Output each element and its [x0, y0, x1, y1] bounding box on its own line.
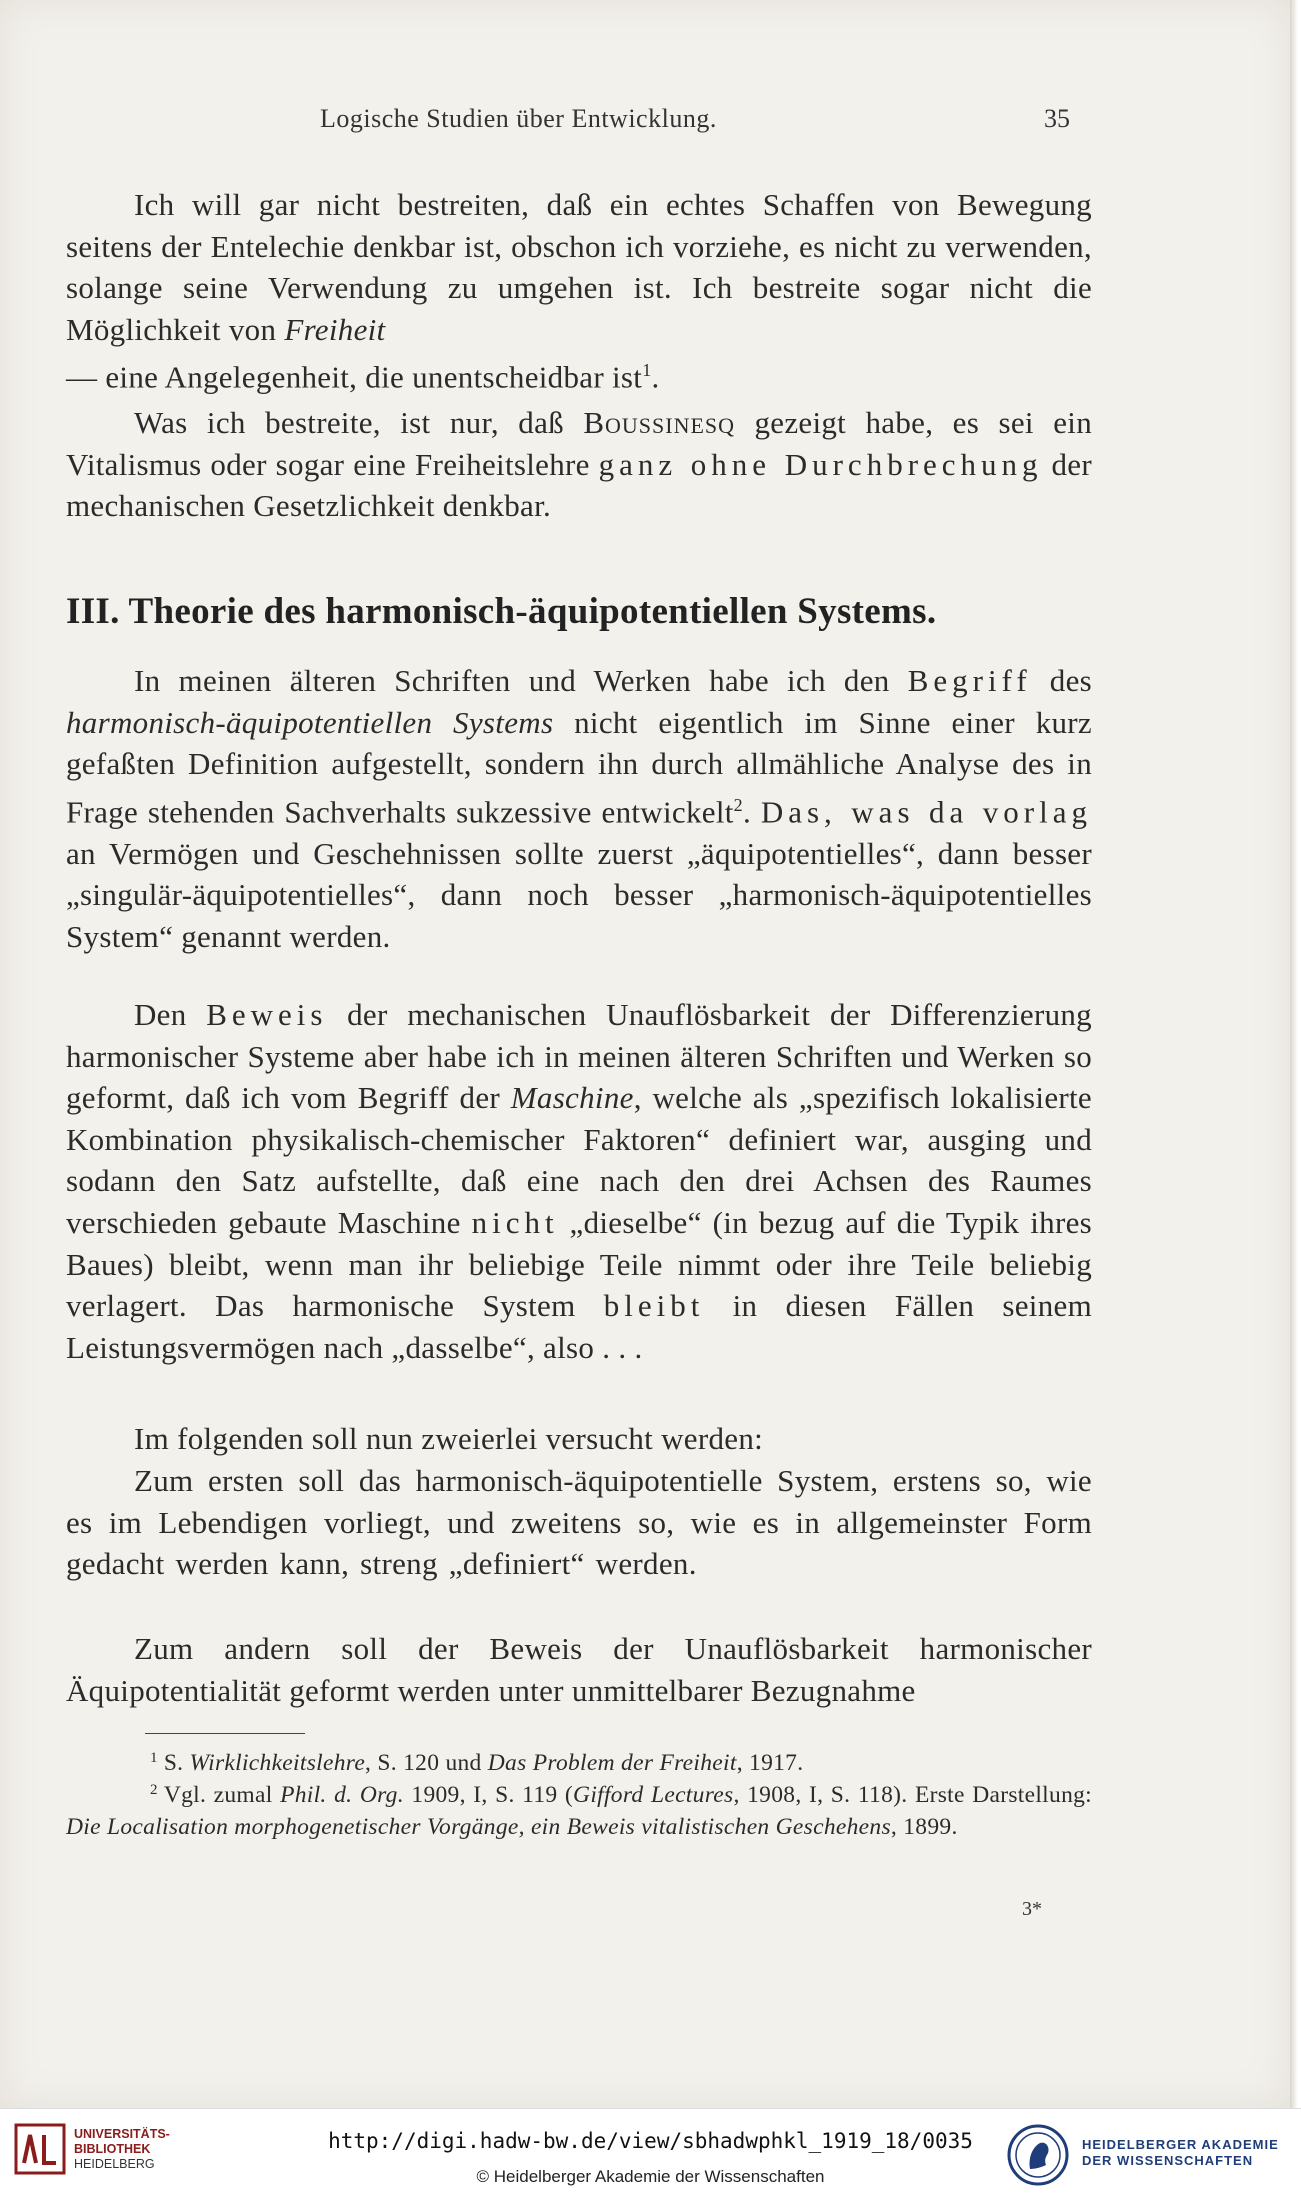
section-heading: III. Theorie des harmonisch-äquipotentiellen Systems.	[66, 591, 937, 632]
paragraph-3-spaced-begriff: Begriff	[907, 663, 1032, 698]
paragraph-4-text-mid3: „dieselbe“ (in bezug auf die Typik ihres Baues) bleibt, wenn man ihr beliebige Teile nimmt oder ihre Teile beliebig verlagert. Das harmonische System	[66, 1204, 1092, 1324]
paragraph-7: Zum andern soll der Beweis der Unauflösbarkeit harmonischer Äquipotentialität geformt werden unter unmittelbarer Bezugnahme	[66, 1631, 1092, 1708]
paragraph-4-spaced-nicht: nicht	[471, 1204, 559, 1240]
footnote-2-text: Vgl. zumal	[163, 1782, 281, 1808]
footnote-2-mark: 2	[150, 1782, 158, 1798]
footnote-1-mark: 1	[150, 1750, 158, 1766]
paragraph-1-text-end: — eine Angelegenheit, die unentscheidbar ist	[66, 359, 643, 395]
paragraph-2	[66, 402, 1092, 527]
hadw-seal-logo-icon[interactable]	[1006, 2123, 1070, 2187]
footnote-ref-2: 2	[733, 794, 743, 815]
paragraph-4-text: Den	[134, 997, 207, 1032]
hadw-line-2: DER WISSENSCHAFTEN	[1082, 2153, 1254, 2168]
footnote-rule	[145, 1733, 305, 1734]
paragraph-4-spaced-beweis: Beweis	[206, 997, 328, 1032]
footnote-ref-1: 1	[642, 360, 652, 381]
paragraph-1-period: .	[651, 359, 660, 395]
paragraph-3-spaced: Das, was da vorlag	[760, 794, 1092, 830]
footnote-2-text-end: , 1899.	[890, 1814, 958, 1840]
footnote-1-text-mid: , S. 120 und	[365, 1750, 488, 1776]
paragraph-3-period: .	[742, 794, 761, 830]
paragraph-3-italic: harmonisch-äquipotentiellen Systems	[66, 704, 554, 740]
paragraph-3-text-mid: nicht eigentlich im Sinne einer kurz gefaßten Definition aufgestellt, sondern ihn durch allmähliche Analyse des in Frage stehenden Sachverhalts sukzessive entwickelt	[66, 704, 1092, 830]
paragraph-2-text-end: der mechanischen Gesetzlichkeit denkbar.	[66, 446, 1092, 524]
ub-line-3: HEIDELBERG	[74, 2157, 155, 2171]
paragraph-6: Zum ersten soll das harmonisch-äquipotentielle System, erstens so, wie es im Lebendigen vorliegt, und zweitens so, wie es in allgemeinster Form gedacht werden kann, streng „definiert“ werden.	[66, 1463, 1092, 1582]
paragraph-2-spaced: ganz ohne Durchbrechung	[598, 446, 1043, 482]
paragraph-3	[66, 660, 1092, 957]
paragraph-3-text-des: des	[1031, 663, 1092, 698]
ub-line-2: BIBLIOTHEK	[74, 2142, 151, 2156]
author-boussinesq: Boussinesq	[583, 405, 736, 440]
hadw-name	[1082, 2137, 1279, 2169]
footnote-2	[66, 1774, 1092, 1843]
paragraph-1-italic: Freiheit	[284, 311, 386, 347]
paragraph-2-text-mid: gezeigt habe, es sei ein Vitalismus oder sogar eine Freiheitslehre	[66, 405, 1092, 482]
paragraph-4-spaced-bleibt: bleibt	[603, 1288, 705, 1324]
paragraph-3-text-end: an Vermögen und Geschehnissen sollte zuerst „äquipotentielles“, dann besser „singulär-äquipotentielles“, dann noch besser „harmonisch-äquipotentielles System“ genannt werden.	[66, 835, 1092, 954]
paragraph-1-text: Ich will gar nicht bestreiten, daß ein echtes Schaffen von Bewegung seitens der Entelechie denkbar ist, obschon ich vorziehe, es nicht zu verwenden, solange seine Verwendung zu umgehen ist. Ich bestreite sogar nicht die Möglichkeit von	[66, 187, 1092, 347]
paragraph-4	[66, 994, 1092, 1368]
paragraph-4-text-mid2: , welche als „spezifisch lokalisierte Kombination physikalisch-chemischer Faktoren“ definiert war, ausging und sodann den Satz aufstellte, daß eine nach den drei Achsen des Raumes verschieden gebaute Maschine	[66, 1080, 1092, 1240]
paragraph-4-text-mid: der mechanischen Unauflösbarkeit der Differenzierung harmonischer Systeme aber habe ich in meinen älteren Schriften und Werken so geformt, daß ich vom Begriff der	[66, 997, 1092, 1116]
footer-bar	[0, 2108, 1301, 2201]
footnote-2-italic-a: Phil. d. Org.	[280, 1782, 404, 1808]
running-head	[0, 104, 1290, 144]
paragraph-4-italic-maschine: Maschine	[510, 1080, 634, 1116]
hadw-line-1: HEIDELBERGER AKADEMIE	[1082, 2137, 1279, 2152]
ub-line-1: UNIVERSITÄTS-	[74, 2127, 170, 2141]
footnote-1-italic-b: Das Problem der Freiheit	[487, 1750, 737, 1776]
paragraph-1	[66, 184, 1092, 398]
paragraph-5: Im folgenden soll nun zweierlei versucht werden:	[134, 1421, 764, 1456]
copyright-notice: © Heidelberger Akademie der Wissenschaften	[476, 2167, 825, 2186]
permalink-url[interactable]: http://digi.hadw-bw.de/view/sbhadwphkl_1919_18/0035	[328, 2129, 973, 2153]
footnote-2-text-mid2: , 1908, I, S. 118). Erste Darstellung:	[733, 1782, 1092, 1808]
paragraph-2-text: Was ich bestreite, ist nur, daß	[134, 405, 584, 440]
footnote-2-italic-b: Gifford Lectures	[573, 1782, 734, 1808]
footnote-2-italic-c: Die Localisation morphogenetischer Vorgänge, ein Beweis vitalistischen Geschehens	[66, 1814, 891, 1840]
footnote-1-text-end: , 1917.	[736, 1750, 804, 1776]
paragraph-4-text-end: in diesen Fällen seinem Leistungsvermögen nach „dasselbe“, also . . .	[66, 1288, 1092, 1365]
footnote-1-italic-a: Wirklichkeitslehre	[189, 1750, 366, 1776]
running-title: Logische Studien über Entwicklung.	[320, 104, 717, 133]
signature-mark: 3*	[1022, 1898, 1042, 1920]
footnote-2-text-mid: 1909, I, S. 119 (	[403, 1782, 574, 1808]
page-number: 35	[1044, 104, 1070, 133]
footnote-1-text: S.	[163, 1750, 190, 1776]
paragraph-3-text: In meinen älteren Schriften und Werken habe ich den	[134, 663, 908, 698]
